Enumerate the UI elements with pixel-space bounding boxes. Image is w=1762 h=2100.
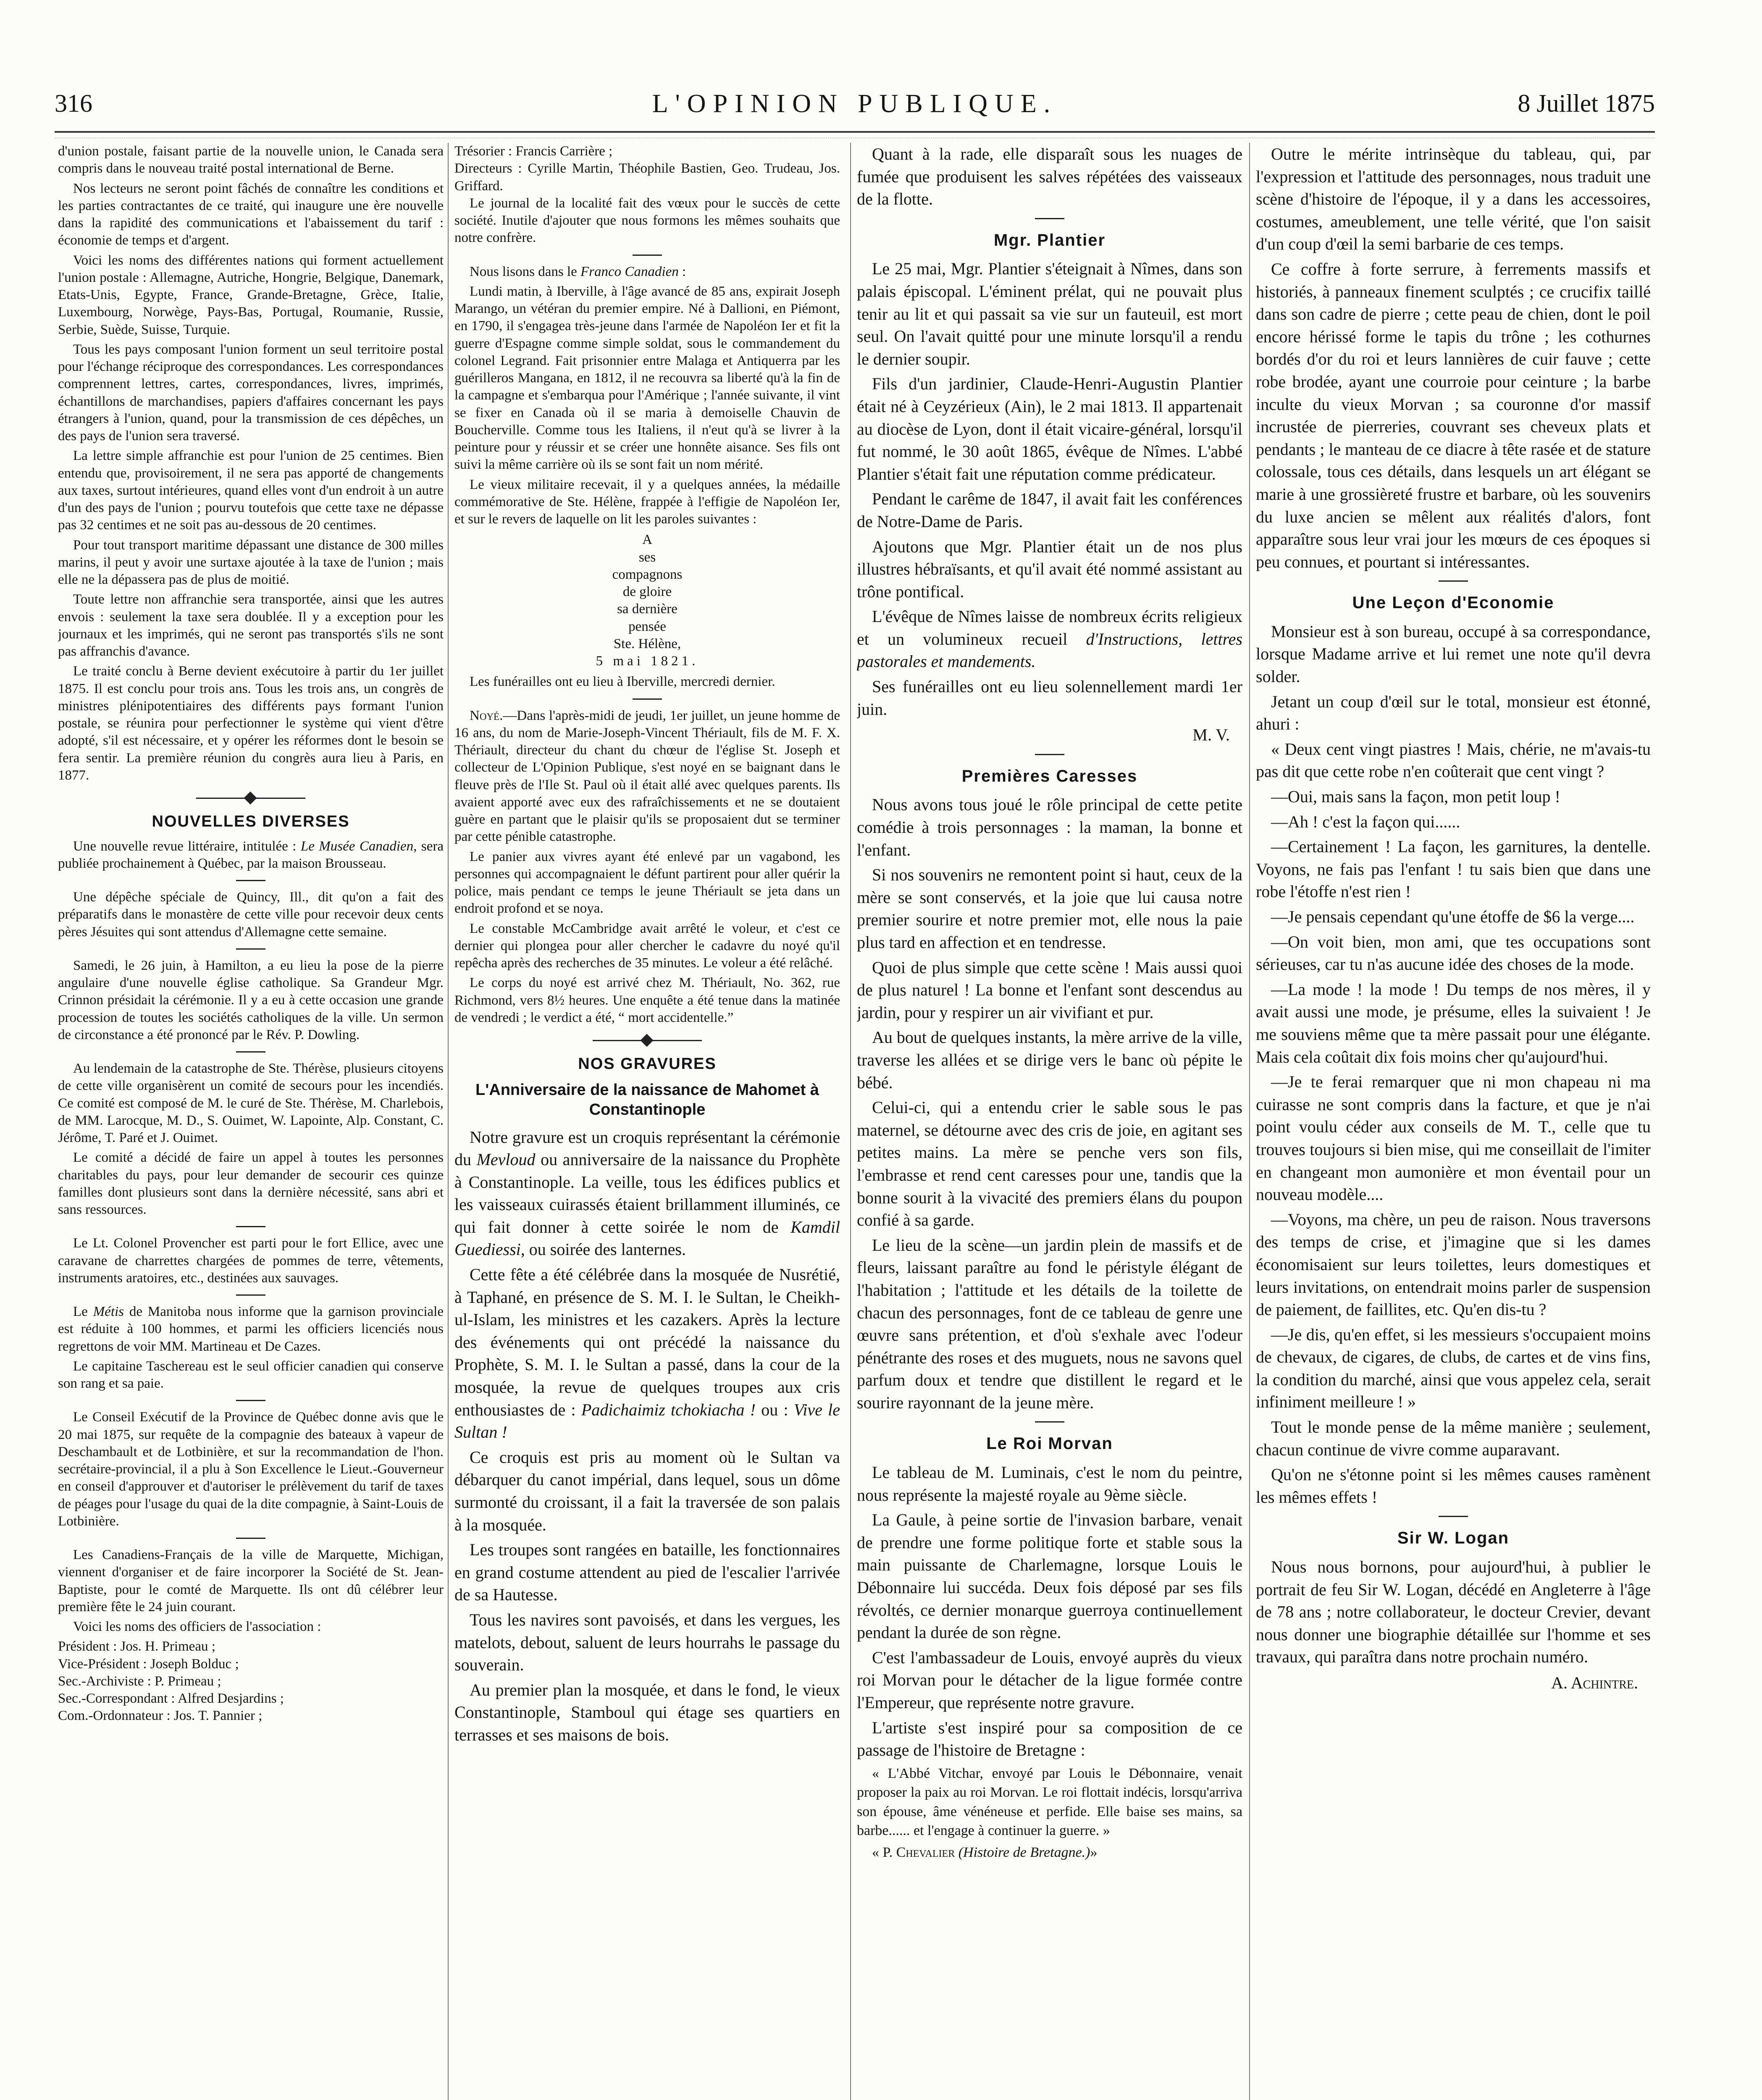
paragraph: Le journal de la localité fait des vœux pour le succès de cette société. Inutile d'ajouter que nous formons les mêmes souhaits que notre confrère. — [454, 195, 840, 246]
column-4 — [1256, 143, 1651, 1701]
paragraph: Ajoutons que Mgr. Plantier était un de nos plus illustres hébraïsants, et qu'il avait été nommé assistant au trône pontifical. — [857, 537, 1242, 601]
article-title-logan: Sir W. Logan — [1397, 1529, 1510, 1548]
section-title-nos-gravures: NOS GRAVURES — [578, 1055, 717, 1073]
officer-line: Vice-Président : Joseph Bolduc ; — [58, 1656, 239, 1672]
paragraph: d'union postale, faisant partie de la nouvelle union, le Canada sera compris dans le nouveau traité postal international de Berne. — [58, 144, 444, 176]
news-item: Samedi, le 26 juin, à Hamilton, a eu lieu la pose de la pierre angulaire d'une nouvelle église catholique. Sa Grandeur Mgr. Crinnon présidait la cérémonie. Il y a eu à cette occasion une grande procession de toutes les sociétés catholiques de la ville. Un sermon de circonstance a été prononcé par le Rév. P. Dowling. — [58, 958, 444, 1042]
paragraph: Si nos souvenirs ne remontent point si haut, ceux de la mère se sont conservés, et la joie que lui causa notre premier sourire et notre premier mot, elle nous la paie plus tard en affection et en tendresse. — [857, 865, 1242, 952]
paragraph: Quant à la rade, elle disparaît sous les nuages de fumée que produisent les salves répétées des vaisseaux de la flotte. — [857, 144, 1242, 209]
paragraph: Pendant le carême de 1847, il avait fait les conférences de Notre-Dame de Paris. — [857, 489, 1242, 531]
quotation-source: « P. Chevalier (Histoire de Bretagne.)» — [872, 1844, 1098, 1860]
news-item: Le comité a décidé de faire un appel à toutes les personnes charitables du pays, pour leur demander de secourir ces quinze familles dont plusieurs sont dans la dernière nécessité, sans abri et sans ressources. — [58, 1150, 444, 1217]
paragraph: L'artiste s'est inspiré pour sa composition de ce passage de l'histoire de Bretagne : — [857, 1718, 1242, 1760]
paragraph: —On voit bien, mon ami, que tes occupations sont sérieuses, car tu n'as aucune idée des choses de la mode. — [1256, 932, 1651, 974]
paragraph: —Oui, mais sans la façon, mon petit loup ! — [1271, 787, 1560, 806]
article-title-roi-morvan: Le Roi Morvan — [986, 1434, 1113, 1453]
paragraph: Les troupes sont rangées en bataille, les fonctionnaires en grand costume attendent au pied de l'escalier l'arrivée de sa Hautesse. — [454, 1540, 840, 1604]
paragraph: La Gaule, à peine sortie de l'invasion barbare, venait de prendre une forme politique forte et stable sous la main puissante de Charlemagne, lorsque Louis le Débonnaire lui succéda. Deux fois déposé par ses fils révoltés, ce dernier monarque guerroya continuellement pendant la durée de son règne. — [857, 1510, 1242, 1642]
paragraph: « Deux cent vingt piastres ! Mais, chérie, ne m'avais-tu pas dit que cette robe n'en coûterait que cent vingt ? — [1256, 739, 1651, 781]
item-separator — [1035, 754, 1064, 755]
paragraph: La lettre simple affranchie est pour l'union de 25 centimes. Bien entendu que, provisoirement, il ne sera pas apporté de changements aux taxes, surtout intérieures, quand elles vont d'un endroit à un autre d'un des pays de l'union ; pourvu toutefois que cette taxe ne dépasse pas 32 centimes et ne soit pas au-dessous de 20 centimes. — [58, 448, 444, 533]
article-title-premieres-caresses: Premières Caresses — [961, 766, 1138, 785]
item-separator — [1035, 218, 1064, 219]
article-title-plantier: Mgr. Plantier — [993, 231, 1106, 249]
item-separator — [236, 948, 265, 950]
paragraph: Monsieur est à son bureau, occupé à sa correspondance, lorsque Madame arrive et lui remet une note qu'il devra solder. — [1256, 622, 1651, 686]
paragraph: Tous les navires sont pavoisés, et dans les vergues, les matelots, debout, saluent de leurs hourrahs le passage du souverain. — [454, 1610, 840, 1675]
paragraph: Le tableau de M. Luminais, c'est le nom du peintre, nous représente la majesté royale au 9ème siècle. — [857, 1463, 1242, 1504]
column-divider — [448, 143, 449, 2100]
news-item: Le Lt. Colonel Provencher est parti pour le fort Ellice, avec une caravane de charrettes chargées de pommes de terre, vêtements, instruments aratoires, etc., destinées aux sauvages. — [58, 1236, 444, 1286]
article-title-mahomet: L'Anniversaire de la naissance de Mahomet à Constantinople — [475, 1081, 819, 1118]
item-separator — [236, 1400, 265, 1401]
paragraph: Toute lettre non affranchie sera transportée, ainsi que les autres envois : seulement la taxe sera doublée. Il y a exception pour les journaux et les imprimés, qui ne seront pas transportés s'ils ne sont pas affranchis d'avance. — [58, 592, 444, 659]
item-separator — [633, 698, 662, 700]
column-divider — [1249, 143, 1250, 2100]
paragraph: L'évêque de Nîmes laisse de nombreux écrits religieux et un volumineux recueil d'Instructions, lettres pastorales et mandements. — [857, 607, 1242, 671]
paragraph: Celui-ci, qui a entendu crier le sable sous le pas maternel, se détourne avec des cris de joie, en agitant ses petites mains. La mère se penche vers son fils, l'embrasse et rend cent caresses pour une, tandis que la bonne sourit à la vivacité des premiers élans du poupon confié à sa garde. — [857, 1098, 1242, 1230]
paragraph: Le lieu de la scène—un jardin plein de massifs et de fleurs, laissant paraître au fond le péristyle élégant de l'habitation ; l'attitude et les détails de la toilette de chacun des personnages, font de ce tableau de genre une œuvre sans prétention, et d'où s'exhale avec l'odeur pénétrante des roses et des muguets, nous ne savons quel parfum doux et tendre que distillent le regard et le sourire rayonnant de la jeune mère. — [857, 1235, 1242, 1412]
item-separator — [236, 880, 265, 881]
item-separator — [236, 1226, 265, 1227]
paragraph: Voici les noms des différentes nations qui forment actuellement l'union postale : Allemagne, Autriche, Hongrie, Belgique, Danemark, Etats-Unis, Egypte, France, Grande-Bretagne, Grèce, Italie, Luxembourg, Norwège, Pays-Bas, Portugal, Roumanie, Russie, Serbie, Suède, Suisse, Turquie. — [58, 252, 444, 337]
paragraph: Le panier aux vivres ayant été enlevé par un vagabond, les personnes qui accompagnaient le défunt partirent pour aller quérir la police, mais pendant ce temps le jeune Thériault se jeta dans un endroit profond et se noya. — [454, 849, 840, 916]
news-item: Les Canadiens-Français de la ville de Marquette, Michigan, viennent d'organiser et de faire incorporer la Société de St. Jean-Baptiste, pour le comté de Marquette. Ils ont dû célébrer leur première fête le 24 juin courant. — [58, 1547, 444, 1614]
paragraph: Nos lecteurs ne seront point fâchés de connaître les conditions et les parties contractantes de ce traité, qui inaugure une ère nouvelle dans la rapidité des communications et l'abaissement du tarif : économie de temps et d'argent. — [58, 181, 444, 248]
paragraph: C'est l'ambassadeur de Louis, envoyé auprès du vieux roi Morvan pour le détacher de la ligue formée contre l'Empereur, que représente notre gravure. — [857, 1648, 1242, 1712]
medal-inscription: A ses compagnons de gloire sa dernière pensée Ste. Hélène, 5 mai 1821. — [596, 532, 699, 669]
paragraph: Qu'on ne s'étonne point si les mêmes causes ramènent les mêmes effets ! — [1256, 1465, 1651, 1507]
paragraph: Ce coffre à forte serrure, à ferrements massifs et historiés, à panneaux finement sculptés ; ce crucifix taillé dans son cadre de pierre ; cette peau de chien, dont le poil encore hérissé forme le tapis du trône ; les cothurnes bordés d'or du roi et leurs lannières de cuir fauve ; cette robe brodée, ayant une courroie pour ceinture ; la barbe inculte du vieux Morvan ; sa couronne d'or massif incrustée de pierreries, couvrant ses cheveux plats et pendants ; le manteau de ce diacre à tête rasée et de stature colossale, tous ces détails, dans lesquels un art élégant se marie à une grossièreté frustre et barbare, où les souvenirs du luxe ancien se mêlent aux réalités d'alors, font apparaître sous leur vrai jour les mœurs de ces époques si peu connues, et pourtant si intéressantes. — [1256, 259, 1651, 571]
item-separator — [236, 1538, 265, 1539]
paragraph: Nous nous bornons, pour aujourd'hui, à publier le portrait de feu Sir W. Logan, décédé en Angleterre à l'âge de 78 ans ; notre collaborateur, le docteur Crevier, devant nous donner une biographie détaillée sur l'homme et ses travaux, qui paraîtra dans notre prochain numéro. — [1256, 1557, 1651, 1667]
author-signature: A. Achintre. — [1551, 1673, 1638, 1692]
paragraph: Nous lisons dans le Franco Canadien : — [470, 264, 686, 279]
paragraph: Lundi matin, à Iberville, à l'âge avancé de 85 ans, expirait Joseph Marango, un vétéran du premier empire. Né à Dallioni, en Piémont, en 1790, il s'engagea très-jeune dans l'armée de Napoléon Ier et fit la guerre d'Espagne comme simple soldat, sous le commandement du colonel Legrand. Fait prisonnier entre Malaga et Antiquerra par les guérilleros Mangana, en 1812, il ne recouvra sa liberté qu'à la fin de la campagne et s'embarqua pour l'Amérique ; l'année suivante, il vint se fixer en Canada où il se maria à demoiselle Chauvin de Boucherville. Comme tous les Italiens, il n'eut qu'à se livrer à la peinture pour y réussir et se créer une honnête aisance. Ses fils ont suivi la même carrière où ils se sont fait un nom mérité. — [454, 284, 840, 472]
paragraph: Le 25 mai, Mgr. Plantier s'éteignait à Nîmes, dans son palais épiscopal. L'éminent prélat, qui ne pouvait plus tenir au lit et qui passait sa vie sur un fauteuil, est mort seul. On l'avait quitté pour une minute lorsqu'il a rendu le dernier soupir. — [857, 259, 1242, 368]
author-signature: M. V. — [1192, 725, 1230, 745]
officer-line: Sec.-Correspondant : Alfred Desjardins ; — [58, 1691, 284, 1706]
paragraph: —Voyons, ma chère, un peu de raison. Nous traversons des temps de crise, et j'imagine que si les dames économisaient sur leurs toilettes, leurs domestiques et leurs invitations, on entendrait moins parler de suspension de paiement, de faillites, etc. Qu'en dis-tu ? — [1256, 1210, 1651, 1319]
officer-line: Directeurs : Cyrille Martin, Théophile Bastien, Geo. Trudeau, Jos. Griffard. — [454, 161, 840, 194]
news-item: Voici les noms des officiers de l'association : — [73, 1619, 321, 1634]
quotation: « L'Abbé Vitchar, envoyé par Louis le Débonnaire, venait proposer la paix au roi Morvan. Le roi flottait indécis, lorsqu'arriva son épouse, âme vénéneuse et perfide. Elle baise ses mains, sa barbe...... et l'engage à continuer la guerre. » — [857, 1765, 1242, 1839]
paragraph: Le vieux militaire recevait, il y a quelques années, la médaille commémorative de Ste. Hélène, frappée à l'effigie de Napoléon Ier, et sur le revers de laquelle on lit les paroles suivantes : — [454, 477, 840, 527]
page-header — [55, 89, 1655, 123]
item-separator — [1439, 580, 1468, 582]
paragraph: Au bout de quelques instants, la mère arrive de la ville, traverse les allées et se dirige vers le banc où pépite le bébé. — [857, 1028, 1242, 1092]
paragraph: Quoi de plus simple que cette scène ! Mais aussi quoi de plus naturel ! La bonne et l'enfant sont descendus au jardin, pour y respirer un air vivifiant et pur. — [857, 958, 1242, 1022]
paragraph: Nous avons tous joué le rôle principal de cette petite comédie à trois personnages : la maman, la bonne et l'enfant. — [857, 795, 1242, 859]
column-divider — [850, 143, 851, 2100]
paragraph: Fils d'un jardinier, Claude-Henri-Augustin Plantier était né à Ceyzérieux (Ain), le 2 mai 1813. Il appartenait au diocèse de Lyon, dont il était vicaire-général, lorsqu'il fut nommé, le 30 août 1865, évêque de Nîmes. L'abbé Plantier s'était fait une réputation comme prédicateur. — [857, 374, 1242, 483]
news-item: Le Métis de Manitoba nous informe que la garnison provinciale est réduite à 100 hommes, et parmi les officiers licenciés nous regrettons de voir MM. Martineau et De Cazes. — [58, 1304, 444, 1354]
news-item: Le capitaine Taschereau est le seul officier canadien qui conserve son rang et sa paie. — [58, 1358, 444, 1391]
paragraph: Les funérailles ont eu lieu à Iberville, mercredi dernier. — [470, 674, 775, 690]
column-2 — [454, 143, 840, 1749]
paragraph: —La mode ! la mode ! Du temps de nos mères, il y avait aussi une mode, je présume, elles la suivaient ! Je me souviens même que ta mère passait pour une élégante. Mais cela coûtait dix fois moins cher qu'aujourd'hui. — [1256, 979, 1651, 1066]
paragraph: Au premier plan la mosquée, et dans le fond, le vieux Constantinople, Stamboul qui étage ses quartiers en terrasses et ses maisons de bois. — [454, 1680, 840, 1744]
news-item: Une nouvelle revue littéraire, intitulée : Le Musée Canadien, sera publiée prochainement à Québec, par la maison Brousseau. — [58, 838, 444, 871]
paragraph: Ce croquis est pris au moment où le Sultan va débarquer du canot impérial, dans lequel, sous un dôme surmonté du croissant, il a fait la traversée de son palais à la mosquée. — [454, 1447, 840, 1534]
paragraph: Cette fête a été célébrée dans la mosquée de Nusrétié, à Taphané, en présence de S. M. I. le Sultan, le Cheikh-ul-Islam, les ministres et les cazakers. Après la lecture des événements qui ont précédé la naissance du Prophète, S. M. I. le Sultan a passé, dans la cour de la mosquée, la revue de quelques troupes aux cris enthousiastes de : Padichaimiz tchokiacha ! ou : Vive le Sultan ! — [454, 1265, 840, 1442]
paragraph: Pour tout transport maritime dépassant une distance de 300 milles marins, il peut y avoir une surtaxe ajoutée à la taxe de l'union ; mais elle ne la dépassera pas de plus de moitié. — [58, 537, 444, 587]
column-1 — [58, 143, 444, 1725]
paragraph: Le constable McCambridge avait arrêté le voleur, et c'est ce dernier qui plongea pour aller chercher le cadavre du noyé qu'il repêcha après des recherches de 35 minutes. Le voleur a été relâché. — [454, 921, 840, 971]
paragraph: —Je pensais cependant qu'une étoffe de $6 la verge.... — [1271, 907, 1635, 926]
news-item: Une dépêche spéciale de Quincy, Ill., dit qu'on a fait des préparatifs dans le monastère de cette ville pour recevoir deux cents pères Jésuites qui sont attendus d'Allemagne cette semaine. — [58, 890, 444, 940]
officer-line: Président : Jos. H. Primeau ; — [58, 1639, 215, 1654]
issue-date: 8 Juillet 1875 — [1518, 89, 1655, 117]
item-separator — [1439, 1516, 1468, 1517]
item-separator — [236, 1294, 265, 1296]
paragraph: Noyé.—Dans l'après-midi de jeudi, 1er juillet, un jeune homme de 16 ans, du nom de Marie-Joseph-Vincent Thériault, fils de M. F. X. Thériault, directeur du chant du chœur de l'église St. Joseph et collecteur de L'Opinion Publique, s'est noyé en se baignant dans le fleuve près de l'Ile St. Paul où il était allé avec quelques parents. Ils avaient apporté avec eux des rafraîchissements et ne se doutaient guère en partant que le plaisir qu'ils se proposaient dut se terminer par cette pénible catastrophe. — [454, 708, 840, 845]
paragraph: Notre gravure est un croquis représentant la cérémonie du Mevloud ou anniversaire de la naissance du Prophète à Constantinople. La veille, tous les édifices publics et les vaisseaux cuirassés étaient brillamment illuminés, ce qui fait donner à cette soirée le nom de Kamdil Guediessi, ou soirée des lanternes. — [454, 1127, 840, 1259]
news-item: Le Conseil Exécutif de la Province de Québec donne avis que le 20 mai 1875, sur requête de la compagnie des bateaux à vapeur de Deschambault et de Lotbinière, et sur la recommandation de l'hon. secrétaire-provincial, il a plu à Son Excellence le Lieut.-Gouverneur en conseil d'approuver et d'autoriser le prélèvement du tarif de taxes de péages pour l'usage du quai de la dite compagnie, à Saint-Louis de Lotbinière. — [58, 1410, 444, 1529]
paragraph: —Je dis, qu'en effet, si les messieurs s'occupaient moins de chevaux, de cigares, de clubs, de cartes et de vins fins, la condition du marché, ainsi que vous appelez cela, serait infiniment meilleure ! » — [1256, 1325, 1651, 1412]
item-separator — [236, 1051, 265, 1053]
item-separator — [1035, 1421, 1064, 1423]
section-title-nouvelles-diverses: NOUVELLES DIVERSES — [152, 813, 350, 830]
officer-line: Trésorier : Francis Carrière ; — [454, 144, 613, 159]
column-3 — [857, 143, 1242, 1865]
masthead-title: L'OPINION PUBLIQUE. — [652, 89, 1058, 118]
article-title-lecon-economie: Une Leçon d'Economie — [1352, 593, 1555, 612]
paragraph: Le traité conclu à Berne devient exécutoire à partir du 1er juillet 1875. Il est conclu pour trois ans. Tous les trois ans, un congrès de ministres plénipotentiaires des différents pays formant l'union postale, se réunira pour perfectionner le système qui vient d'être adopté, s'il est nécessaire, et y opérer les réformes dont le besoin se fera sentir. La première réunion du congrès aura lieu à Paris, en 1877. — [58, 664, 444, 783]
section-ornament — [196, 796, 305, 800]
paragraph: Ses funérailles ont eu lieu solennellement mardi 1er juin. — [857, 677, 1242, 719]
officer-line: Sec.-Archiviste : P. Primeau ; — [58, 1673, 221, 1689]
paragraph: Jetant un coup d'œil sur le total, monsieur est étonné, ahuri : — [1256, 692, 1651, 734]
header-rule — [55, 131, 1655, 133]
paragraph: Tous les pays composant l'union forment un seul territoire postal pour l'échange réciproque des correspondances. Les correspondances comprennent lettres, cartes, correspondances, livres, imprimés, échantillons de marchandises, papiers d'affaires concernant les pays étrangers à l'union, quand, pour la transmission de ces dépêches, un des pays de l'union sera traversé. — [58, 341, 444, 444]
paragraph: —Ah ! c'est la façon qui...... — [1271, 812, 1460, 831]
item-separator — [633, 255, 662, 256]
paragraph: —Certainement ! La façon, les garnitures, la dentelle. Voyons, ne fais pas l'enfant ! tu sais bien que dans une robe l'étoffe n'est rien ! — [1256, 837, 1651, 901]
paragraph: —Je te ferai remarquer que ni mon chapeau ni ma cuirasse ne sont compris dans la facture, et que je n'ai point voulu céder aux conseils de M. T., celle que tu trouves toujours si bien mise, qui me conseillait de l'imiter en changeant mon aumonière et mon éventail pour un nouveau modèle.... — [1256, 1072, 1651, 1204]
news-item: Au lendemain de la catastrophe de Ste. Thérèse, plusieurs citoyens de cette ville organisèrent un comité de secours pour les incendiés. Ce comité est composé de M. le curé de Ste. Thérèse, M. Charlebois, de MM. Larocque, M. D., S. Ouimet, W. Lapointe, Alp. Constant, C. Jérôme, T. Paré et J. Ouimet. — [58, 1061, 444, 1145]
section-ornament — [593, 1038, 702, 1042]
paragraph: Outre le mérite intrinsèque du tableau, qui, par l'expression et l'attitude des personnages, nous traduit une scène d'histoire de l'époque, il y a dans les accessoires, costumes, ameublement, une telle vérité, que l'on saisit d'un coup d'œil la semi barbarie de ces temps. — [1256, 144, 1651, 254]
paragraph: Le corps du noyé est arrivé chez M. Thériault, No. 362, rue Richmond, vers 8½ heures. Une enquête a été tenue dans la matinée de vendredi ; le verdict a été, “ mort accidentelle.” — [454, 975, 840, 1025]
paragraph: Tout le monde pense de la même manière ; seulement, chacun continue de vivre comme auparavant. — [1256, 1418, 1651, 1459]
officer-line: Com.-Ordonnateur : Jos. T. Pannier ; — [58, 1708, 263, 1724]
page-number: 316 — [55, 89, 92, 117]
